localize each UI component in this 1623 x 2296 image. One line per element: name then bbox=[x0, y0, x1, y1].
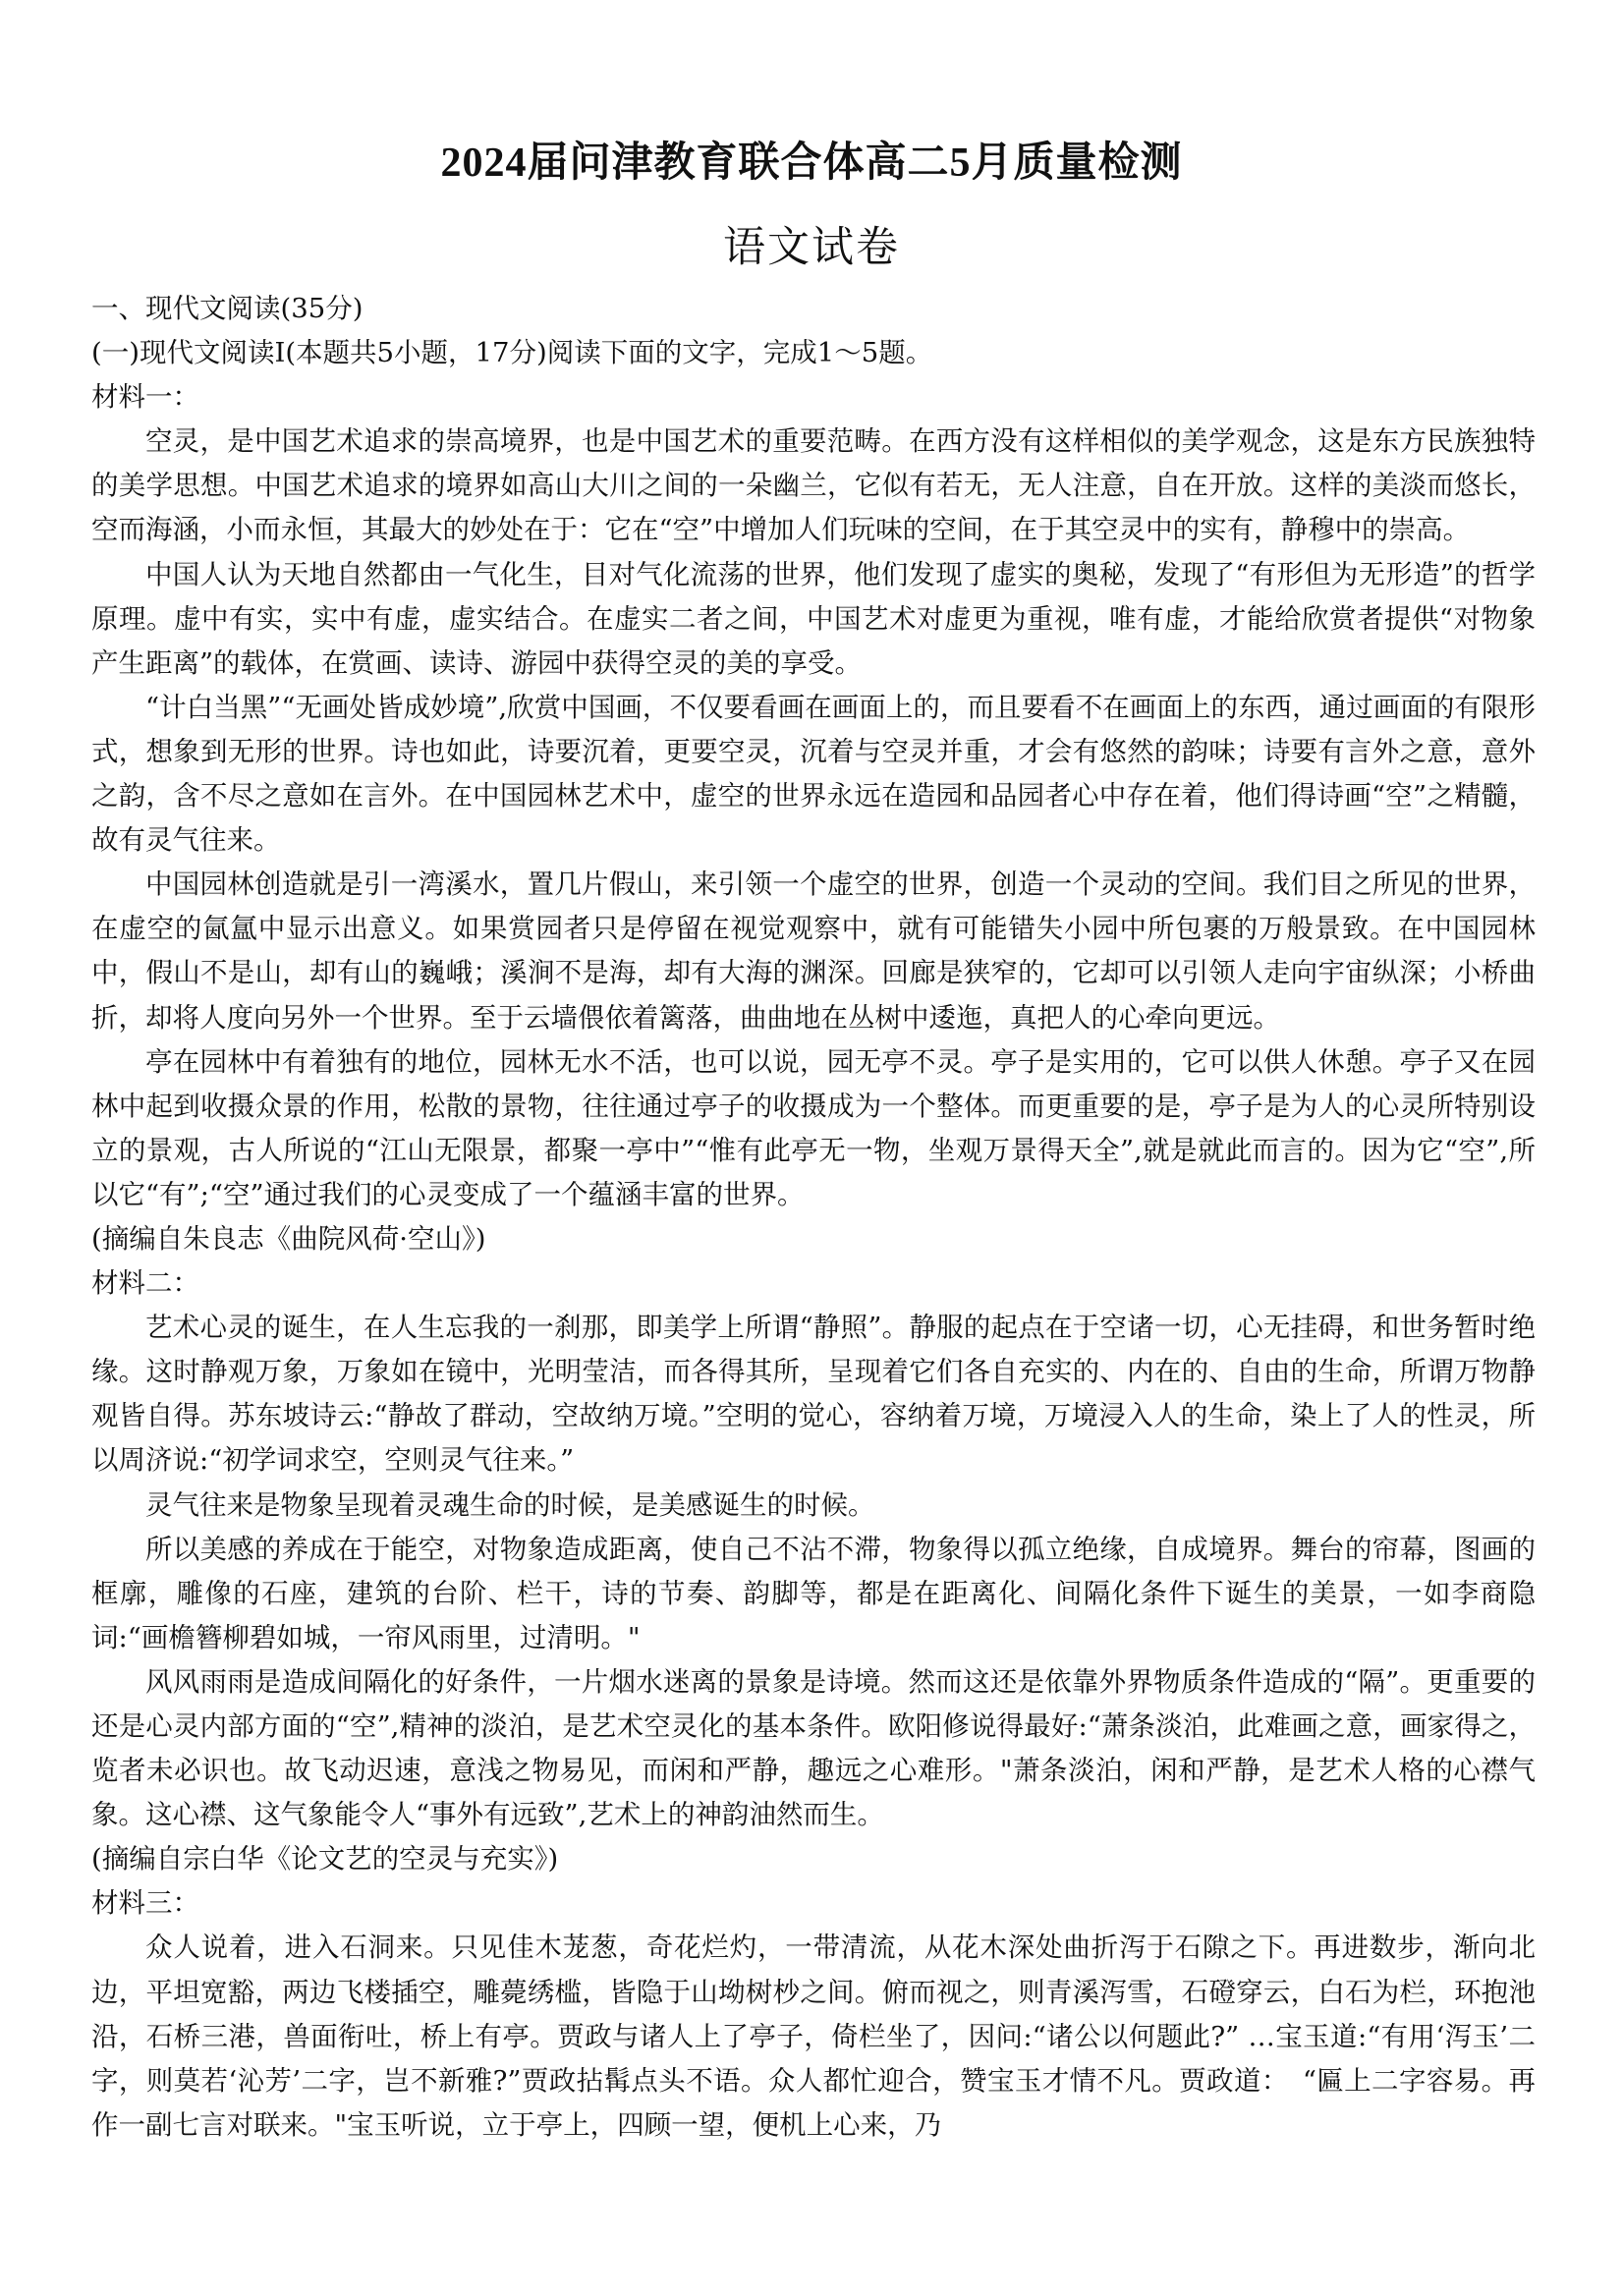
material-1-source: (摘编自朱良志《曲院风荷·空山》) bbox=[91, 1222, 486, 1255]
material-2-paragraph: 风风雨雨是造成间隔化的好条件，一片烟水迷离的景象是诗境。然而这还是依靠外界物质条件造成的“隔”。更重要的还是心灵内部方面的“空”,精神的淡泊，是艺术空灵化的基本条件。欧阳修说得最好:“萧条淡泊，此难画之意，画家得之，览者未必识也。故飞动迟速，意浅之物易见，而闲和严静，趣远之心难形。"萧条淡泊，闲和严静，是艺术人格的心襟气象。这心襟、这气象能令人“事外有远致”,艺术上的神韵油然而生。 bbox=[91, 1665, 1536, 1831]
material-1-paragraph: 中国园林创造就是引一湾溪水，置几片假山，来引领一个虚空的世界，创造一个灵动的空间。我们目之所见的世界，在虚空的氤氲中显示出意义。如果赏园者只是停留在视觉观察中，就有可能错失小园中所包裹的万般景致。在中国园林中，假山不是山，却有山的巍峨；溪涧不是海，却有大海的渊深。回廊是狭窄的，它却可以引领人走向宇宙纵深；小桥曲折，却将人度向另外一个世界。至于云墙偎依着篱落，曲曲地在丛树中逶迤，真把人的心牵向更远。 bbox=[91, 868, 1536, 1034]
material-3-label: 材料三： bbox=[91, 1887, 199, 1920]
material-2-label: 材料二： bbox=[91, 1267, 199, 1300]
material-1-label: 材料一： bbox=[91, 381, 199, 414]
material-1-paragraph: 亭在园林中有着独有的地位，园林无水不活，也可以说，园无亭不灵。亭子是实用的，它可以供人休憩。亭子又在园林中起到收摄众景的作用，松散的景物，往往通过亭子的收摄成为一个整体。而更重要的是，亭子是为人的心灵所特别设立的景观，古人所说的“江山无限景，都聚一亭中”“惟有此亭无一物，坐观万景得天全”,就是就此而言的。因为它“空”,所以它“有”;“空”通过我们的心灵变成了一个蕴涵丰富的世界。 bbox=[91, 1045, 1536, 1210]
reading-body bbox=[91, 287, 1536, 2148]
material-2-paragraph: 灵气往来是物象呈现着灵魂生命的时候，是美感诞生的时候。 bbox=[145, 1488, 875, 1521]
material-2-paragraph: 所以美感的养成在于能空，对物象造成距离，使自己不沾不滞，物象得以孤立绝缘，自成境界。舞台的帘幕，图画的框廓，雕像的石座，建筑的台阶、栏干，诗的节奏、韵脚等，都是在距离化、间隔化条件下诞生的美景，一如李商隐词:“画檐簪柳碧如城，一帘风雨里，过清明。" bbox=[91, 1533, 1536, 1653]
section-heading: 一、现代文阅读(35分) bbox=[91, 293, 364, 324]
material-2-source: (摘编自宗白华《论文艺的空灵与充实》) bbox=[91, 1843, 559, 1876]
section-instruction: (一)现代文阅读Ⅰ(本题共5小题，17分)阅读下面的文字，完成1～5题。 bbox=[91, 337, 933, 369]
material-1-paragraph: 空灵，是中国艺术追求的崇高境界，也是中国艺术的重要范畴。在西方没有这样相似的美学观念，这是东方民族独特的美学思想。中国艺术追求的境界如高山大川之间的一朵幽兰，它似有若无，无人注意，自在开放。这样的美淡而悠长，空而海涵，小而永恒，其最大的妙处在于：它在“空”中增加人们玩味的空间，在于其空灵中的实有，静穆中的崇高。 bbox=[91, 425, 1536, 546]
material-1-paragraph: “计白当黑”“无画处皆成妙境”,欣赏中国画，不仅要看画在画面上的，而且要看不在画面上的东西，通过画面的有限形式，想象到无形的世界。诗也如此，诗要沉着，更要空灵，沉着与空灵并重，才会有悠然的韵味；诗要有言外之意，意外之韵，含不尽之意如在言外。在中国园林艺术中，虚空的世界永远在造园和品园者心中存在着，他们得诗画“空”之精髓，故有灵气往来。 bbox=[91, 691, 1536, 857]
exam-subtitle: 语文试卷 bbox=[723, 225, 900, 271]
material-1-paragraph: 中国人认为天地自然都由一气化生，目对气化流荡的世界，他们发现了虚实的奥秘，发现了“有形但为无形造”的哲学原理。虚中有实，实中有虚，虚实结合。在虚实二者之间，中国艺术对虚更为重视，唯有虚，才能给欣赏者提供“对物象产生距离”的载体，在赏画、读诗、游园中获得空灵的美的享受。 bbox=[91, 558, 1536, 679]
material-2-paragraph: 艺术心灵的诞生，在人生忘我的一刹那，即美学上所谓“静照”。静服的起点在于空诸一切，心无挂碍，和世务暂时绝缘。这时静观万象，万象如在镜中，光明莹洁，而各得其所，呈现着它们各自充实的、内在的、自由的生命，所谓万物静观皆自得。苏东坡诗云:“静故了群动，空故纳万境。”空明的觉心，容纳着万境，万境浸入人的生命，染上了人的性灵，所以周济说:“初学词求空，空则灵气往来。” bbox=[91, 1312, 1536, 1477]
exam-title: 2024届问津教育联合体高二5月质量检测 bbox=[440, 140, 1183, 186]
material-3-paragraph: 众人说着，进入石洞来。只见佳木茏葱，奇花烂灼，一带清流，从花木深处曲折泻于石隙之下。再进数步，渐向北边，平坦宽豁，两边飞楼插空，雕薨绣槛，皆隐于山坳树杪之间。俯而视之，则青溪泻雪，石磴穿云，白石为栏，环抱池沿，石桥三港，兽面衔吐，桥上有亭。贾政与诸人上了亭子，倚栏坐了，因问:“诸公以何题此?” …宝玉道:“有用‘泻玉’二字，则莫若‘沁芳’二字，岂不新雅?”贾政拈髯点头不语。众人都忙迎合，赞宝玉才情不凡。贾政道： “匾上二字容易。再作一副七言对联来。"宝玉听说，立于亭上，四顾一望，便机上心来，乃 bbox=[91, 1932, 1536, 2141]
